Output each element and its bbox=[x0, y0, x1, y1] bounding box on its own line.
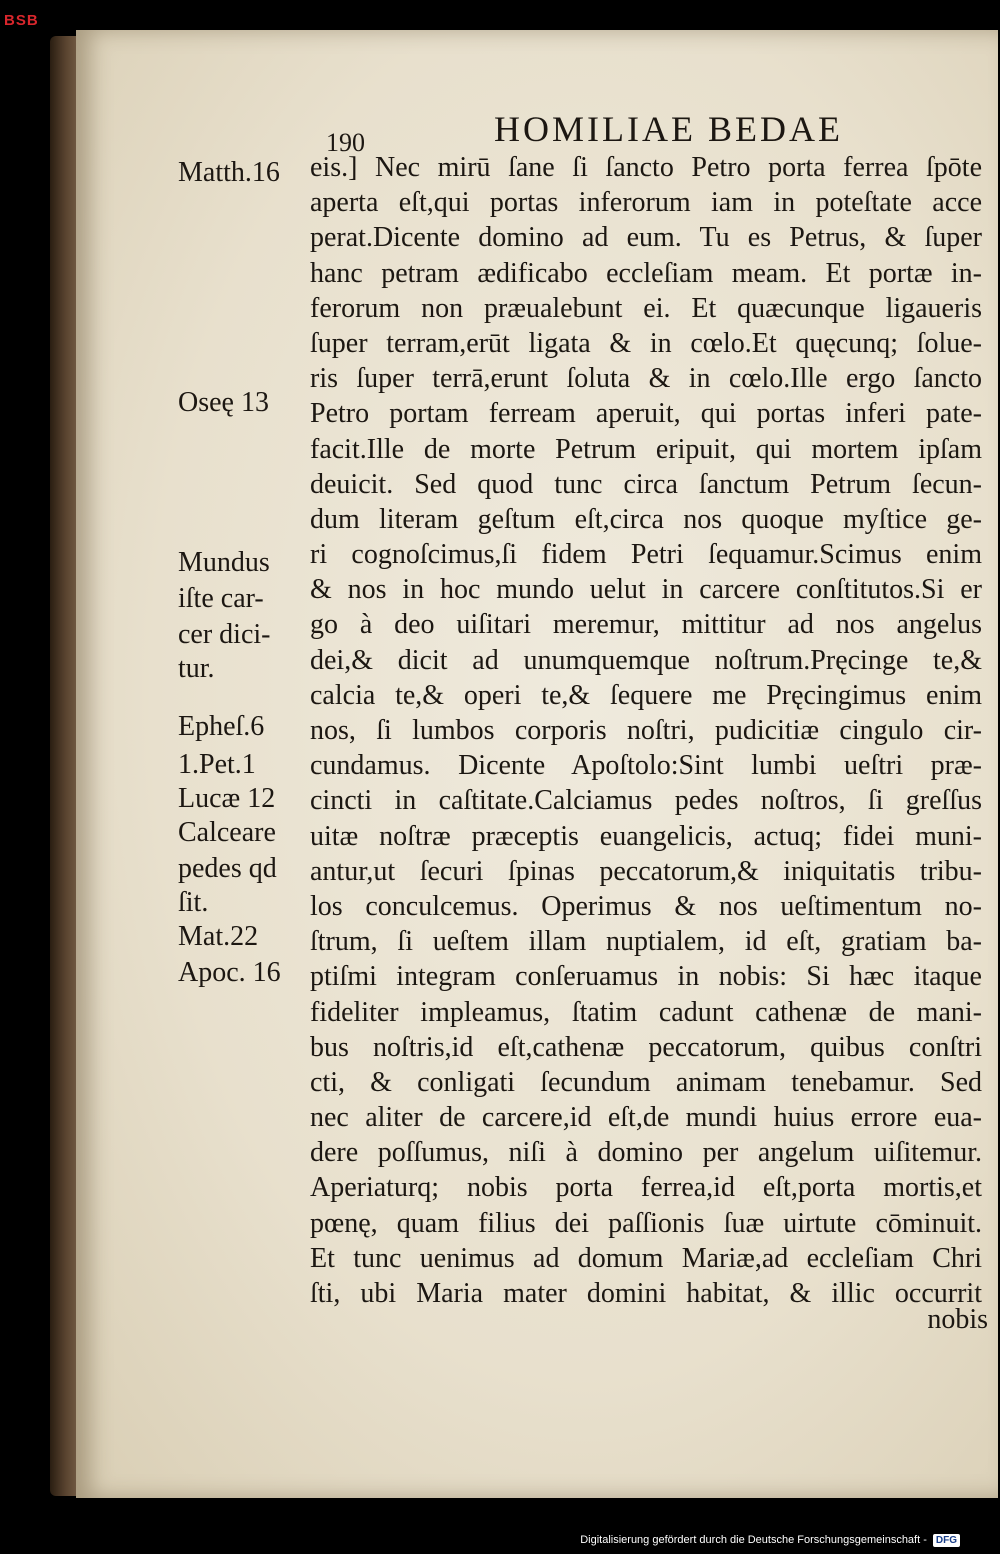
text-line: cincti in caſtitate.Calciamus pedes noſtros, ſi greſſus bbox=[310, 785, 982, 817]
text-line: ri cognoſcimus,ſi fidem Petri ſequamur.Scimus enim bbox=[310, 539, 982, 571]
running-head bbox=[320, 108, 940, 157]
margin-note: Lucæ 12 bbox=[178, 783, 276, 814]
text-line: cundamus. Dicente Apoſtolo:Sint lumbi ueſtri præ- bbox=[310, 750, 982, 782]
margin-note: cer dici- bbox=[178, 619, 271, 650]
text-line: ſuper terram,erūt ligata & in cœlo.Et quęcunq; ſolue- bbox=[310, 327, 982, 359]
text-line: bus noſtris,id eſt,cathenæ peccatorum, quibus conſtri bbox=[310, 1031, 982, 1063]
text-line: facit.Ille de morte Petrum eripuit, qui mortem ipſam bbox=[310, 433, 982, 465]
text-line: dei,& dicit ad unumquemque noſtrum.Pręcinge te,& bbox=[310, 644, 982, 676]
text-line: ſti, ubi Maria mater domini habitat, & illic occurrit bbox=[310, 1278, 982, 1309]
page-number: 190 bbox=[326, 128, 365, 157]
text-line: nec aliter de carcere,id eſt,de mundi huius errore eua- bbox=[310, 1102, 982, 1134]
margin-note: Matth.16 bbox=[178, 157, 280, 188]
text-line: perat.Dicente domino ad eum. Tu es Petrus, & ſuper bbox=[310, 222, 982, 254]
catchword: nobis bbox=[927, 1304, 988, 1335]
footer-text: Digitalisierung gefördert durch die Deutsche Forschungsgemeinschaft - bbox=[580, 1534, 927, 1546]
text-line: aperta eſt,qui portas inferorum iam in poteſtate acce bbox=[310, 187, 982, 219]
margin-note: pedes qd bbox=[178, 853, 277, 884]
margin-note: iſte car- bbox=[178, 583, 264, 614]
text-line: fideliter impleamus, ſtatim cadunt cathenæ de mani- bbox=[310, 996, 982, 1028]
text-line: dum literam geſtum eſt,circa nos quoque myſtice ge- bbox=[310, 503, 982, 535]
margin-note: Mat.22 bbox=[178, 921, 259, 952]
margin-note: Epheſ.6 bbox=[178, 711, 265, 742]
text-line: deuicit. Sed quod tunc circa ſanctum Petrum ſecun- bbox=[310, 468, 982, 500]
text-line: ſtrum, ſi ueſtem illam nuptialem, id eſt, gratiam ba- bbox=[310, 926, 982, 958]
dfg-logo: DFG bbox=[933, 1534, 960, 1547]
text-line: uitæ noſtræ præceptis euangelicis, actuq; fidei muni- bbox=[310, 820, 982, 852]
text-line: antur,ut ſecuri ſpinas peccatorum,& iniquitatis tribu- bbox=[310, 855, 982, 887]
margin-note: Calceare bbox=[178, 817, 276, 848]
text-line: go à deo uiſitari meremur, mittitur ad nos angelus bbox=[310, 609, 982, 641]
text-line: ptiſmi integram conſeruamus in nobis: Si hæc itaque bbox=[310, 961, 982, 993]
text-line: ferorum non præualebunt ei. Et quæcunque ligaueris bbox=[310, 292, 982, 324]
margin-note: 1.Pet.1 bbox=[178, 749, 256, 780]
text-line: & nos in hoc mundo uelut in carcere conſtitutos.Si er bbox=[310, 574, 982, 606]
margin-note: tur. bbox=[178, 653, 215, 684]
margin-note: ſit. bbox=[178, 887, 209, 918]
bsb-logo: BSB bbox=[4, 12, 39, 29]
text-line: los conculcemus. Operimus & nos ueſtimentum no- bbox=[310, 890, 982, 922]
text-line: Aperiaturq; nobis porta ferrea,id eſt,porta mortis,et bbox=[310, 1172, 982, 1204]
margin-note: Apoc. 16 bbox=[178, 957, 281, 988]
running-title: HOMILIAE BEDAE bbox=[494, 109, 843, 149]
text-line: calcia te,& operi te,& ſequere me Pręcingimus enim bbox=[310, 679, 982, 711]
text-line: Petro portam ferream aperuit, qui portas inferi pate- bbox=[310, 398, 982, 430]
margin-note: Oseę 13 bbox=[178, 387, 269, 418]
text-line: dere poſſumus, niſi à domino per angelum uiſitemur. bbox=[310, 1137, 982, 1169]
main-text-block bbox=[310, 150, 982, 1311]
text-line: pœnę, quam filius dei paſſionis ſuæ uirtute cōminuit. bbox=[310, 1207, 982, 1239]
footer-credit bbox=[580, 1532, 960, 1548]
text-line: Et tunc uenimus ad domum Mariæ,ad eccleſiam Chri bbox=[310, 1242, 982, 1274]
text-line: eis.] Nec mirū ſane ſi ſancto Petro porta ferrea ſpōte bbox=[310, 152, 982, 183]
text-line: cti, & conligati ſecundum animam tenebamur. Sed bbox=[310, 1066, 982, 1098]
text-line: nos, ſi lumbos corporis noſtri, pudicitiæ cingulo cir- bbox=[310, 715, 982, 746]
margin-note: Mundus bbox=[178, 547, 270, 578]
text-line: ris ſuper terrā,erunt ſoluta & in cœlo.Ille ergo ſancto bbox=[310, 363, 982, 395]
text-line: hanc petram ædificabo eccleſiam meam. Et portæ in- bbox=[310, 257, 982, 289]
